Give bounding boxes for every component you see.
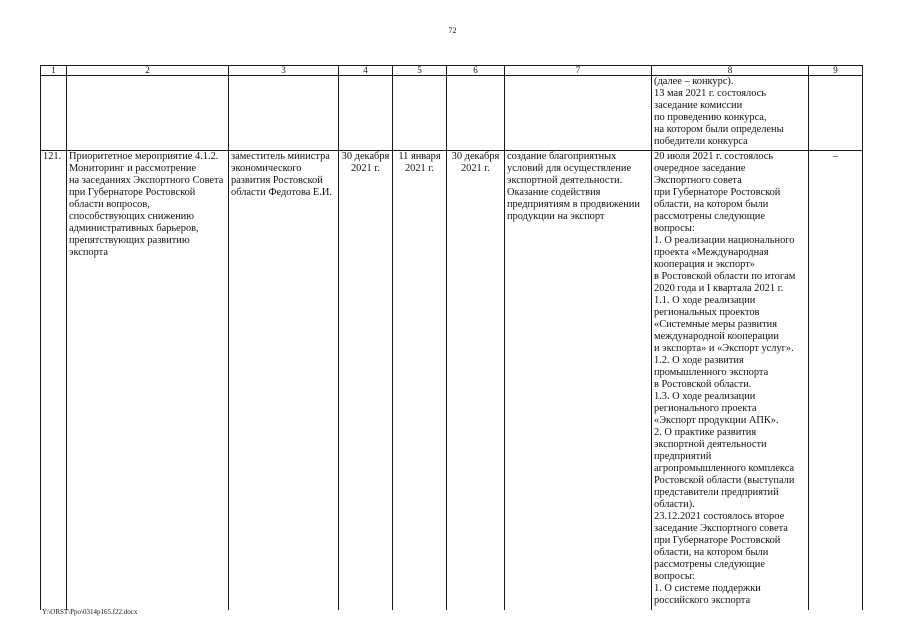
cell-text-line: 2021 г. (460, 163, 491, 174)
cell-text-line: предприятий (654, 451, 712, 462)
cell-text-line: продукции на экспорт (507, 211, 605, 222)
cell-text-line: представители предприятий (654, 487, 779, 498)
column-number-4: 4 (339, 66, 393, 76)
column-number-3: 3 (229, 66, 339, 76)
cell-text-line: очередное заседание (654, 163, 746, 174)
cell-text-line: экспортной деятельности (654, 439, 767, 450)
cell-text-line: Экспортного совета (654, 175, 742, 186)
cell-text-line: в Ростовской области по итогам (654, 271, 796, 282)
cell-text-line: регионального проекта (654, 403, 757, 414)
cell-text-line: 1.2. О ходе развития (654, 355, 744, 366)
cell-text-line: 2021 г. (350, 163, 381, 174)
cell-text-line: (далее – конкурс). (654, 76, 734, 87)
cell-text-line: – (832, 151, 839, 162)
cell-expected-result (505, 151, 652, 610)
cell-text-line: развития Ростовской (231, 175, 323, 186)
cell-text-line: на котором были определены (654, 124, 784, 135)
table-header (41, 66, 863, 76)
cell-text-line: 2021 г. (404, 163, 435, 174)
cell-text-line: заместитель министра (231, 151, 330, 162)
cell-text-line: 121. (43, 151, 62, 162)
cell-expected-result (505, 76, 652, 151)
report-table (40, 65, 863, 610)
cell-text-line: области вопросов, (69, 199, 150, 210)
cell-text-line: при Губернаторе Ростовской (654, 187, 781, 198)
column-number-8: 8 (652, 66, 809, 76)
cell-text-line: 20 июля 2021 г. состоялось (654, 151, 774, 162)
cell-text-line: 30 декабря (341, 151, 390, 162)
cell-text-line: предприятиям в продвижении (507, 199, 640, 210)
cell-text-line: победители конкурса (654, 136, 748, 147)
cell-date-planned (339, 76, 393, 151)
cell-number (41, 151, 67, 610)
table-row (41, 151, 863, 610)
cell-actual-result (652, 76, 809, 151)
cell-text-line: «Системные меры развития (654, 319, 777, 330)
cell-text-line: заседание Экспортного совета (654, 523, 788, 534)
cell-text-line: 13 мая 2021 г. состоялось (654, 88, 766, 99)
cell-text-line: области). (654, 499, 695, 510)
cell-text-line: кооперация и экспорт» (654, 259, 755, 270)
cell-text-line: промышленного экспорта (654, 367, 769, 378)
cell-text-line: 1. О системе поддержки (654, 583, 761, 594)
cell-text-line: способствующих снижению (69, 211, 195, 222)
cell-text-line: при Губернаторе Ростовской (69, 187, 196, 198)
column-number-row (41, 66, 863, 76)
cell-text-line: условий для осуществление (507, 163, 632, 174)
cell-responsible (229, 151, 339, 610)
cell-responsible (229, 76, 339, 151)
cell-text-line: рассмотрены следующие (654, 559, 765, 570)
cell-text-line: международной кооперации (654, 331, 779, 342)
cell-text-line: Мониторинг и рассмотрение (69, 163, 197, 174)
cell-notes (809, 151, 863, 610)
file-path-footer: Y:\ORST\Ppo\0314p165.f22.docx (42, 608, 138, 616)
cell-text-line: препятствующих развитию (69, 235, 190, 246)
cell-date-start (393, 76, 447, 151)
cell-text-line: и экспорта» и «Экспорт услуг». (654, 343, 794, 354)
cell-text-line: Приоритетное мероприятие 4.1.2. (69, 151, 219, 162)
cell-text-line: 2. О практике развития (654, 427, 757, 438)
cell-text-line: создание благоприятных (507, 151, 617, 162)
cell-text-line: области Федотова Е.И. (231, 187, 332, 198)
column-number-5: 5 (393, 66, 447, 76)
cell-text-line: Ростовской области (выступали (654, 475, 795, 486)
cell-text-line: 2020 года и I квартала 2021 г. (654, 283, 784, 294)
cell-text-line: 11 января (398, 151, 441, 162)
cell-measure (67, 76, 229, 151)
cell-text-line: в Ростовской области. (654, 379, 752, 390)
column-number-1: 1 (41, 66, 67, 76)
table-body (41, 76, 863, 610)
column-number-6: 6 (447, 66, 505, 76)
cell-text-line: области, на котором были (654, 547, 769, 558)
cell-date-start (393, 151, 447, 610)
cell-text-line: 23.12.2021 состоялось второе (654, 511, 785, 522)
column-number-9: 9 (809, 66, 863, 76)
cell-text-line: заседание комиссии (654, 100, 743, 111)
cell-text-line: на заседаниях Экспортного Совета (69, 175, 224, 186)
cell-text-line: 1.3. О ходе реализации (654, 391, 756, 402)
cell-date-planned (339, 151, 393, 610)
cell-number (41, 76, 67, 151)
cell-text-line: по проведению конкурса, (654, 112, 767, 123)
cell-text-line: 1.1. О ходе реализации (654, 295, 756, 306)
cell-date-end (447, 151, 505, 610)
cell-text-line: региональных проектов (654, 307, 760, 318)
table-row (41, 76, 863, 151)
cell-text-line: при Губернаторе Ростовской (654, 535, 781, 546)
cell-text-line: «Экспорт продукции АПК». (654, 415, 779, 426)
cell-text-line: российского экспорта (654, 595, 751, 606)
cell-text-line: проекта «Международная (654, 247, 769, 258)
cell-text-line: вопросы: (654, 571, 695, 582)
cell-text-line: области, на котором были (654, 199, 769, 210)
cell-text-line: вопросы: (654, 223, 695, 234)
cell-text-line: Оказание содействия (507, 187, 601, 198)
cell-text-line: агропромышленного комплекса (654, 463, 795, 474)
cell-text-line: 30 декабря (451, 151, 500, 162)
cell-actual-result (652, 151, 809, 610)
cell-date-end (447, 76, 505, 151)
cell-measure (67, 151, 229, 610)
cell-text-line: рассмотрены следующие (654, 211, 765, 222)
column-number-7: 7 (505, 66, 652, 76)
cell-text-line: экономического (231, 163, 302, 174)
column-number-2: 2 (67, 66, 229, 76)
cell-text-line: административных барьеров, (69, 223, 199, 234)
cell-text-line: экспорта (69, 247, 108, 258)
cell-notes (809, 76, 863, 151)
page-number: 72 (448, 26, 457, 35)
cell-text-line: экспортной деятельности. (507, 175, 623, 186)
cell-text-line: 1. О реализации национального (654, 235, 795, 246)
